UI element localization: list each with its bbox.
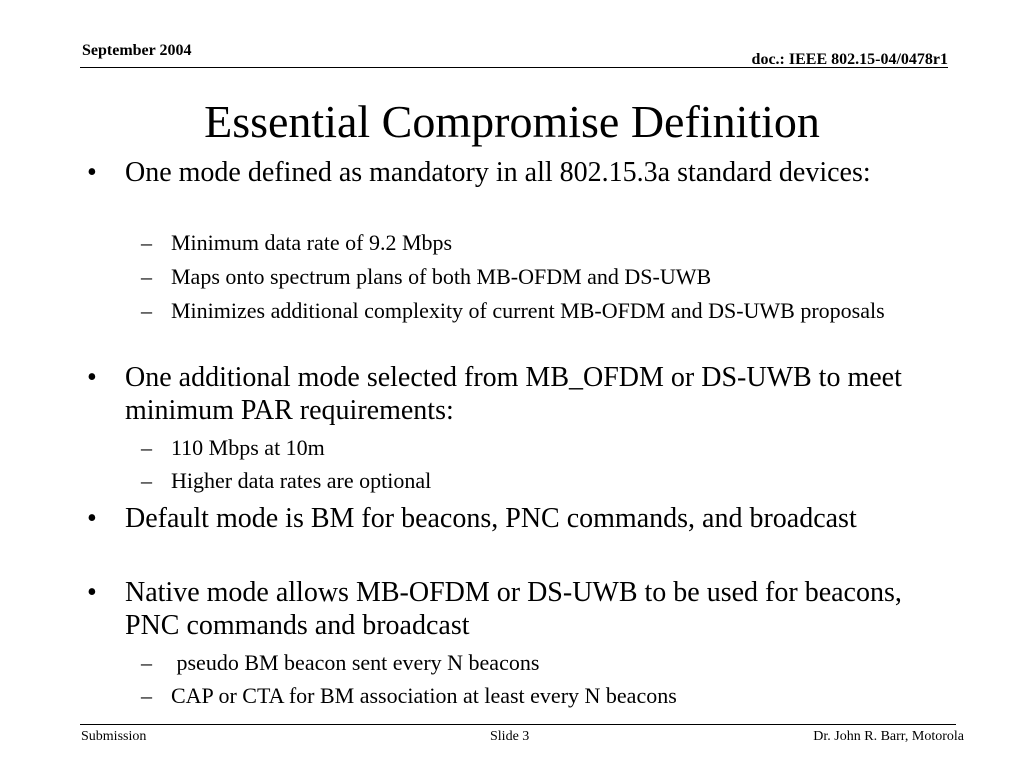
footer-submission: Submission <box>81 729 147 744</box>
footer-divider <box>80 724 956 725</box>
header-date: September 2004 <box>82 42 192 59</box>
sub-bullet-item <box>141 434 931 461</box>
dash-marker: – <box>141 468 152 493</box>
bullet-item <box>87 156 925 189</box>
sub-bullet-text: pseudo BM beacon sent every N beacons <box>171 650 540 675</box>
sub-bullet-item <box>141 229 931 256</box>
dash-marker: – <box>141 435 152 460</box>
bullet-marker: • <box>87 577 97 608</box>
sub-bullet-item <box>141 263 931 290</box>
slide-title: Essential Compromise Definition <box>204 96 820 147</box>
bullet-item <box>87 361 925 427</box>
bullet-marker: • <box>87 503 97 534</box>
dash-marker: – <box>141 298 152 323</box>
sub-bullet-text: CAP or CTA for BM association at least every N beacons <box>171 683 677 708</box>
dash-marker: – <box>141 230 152 255</box>
sub-bullet-item <box>141 467 931 494</box>
dash-marker: – <box>141 264 152 289</box>
sub-bullet-text: Maps onto spectrum plans of both MB-OFDM and DS-UWB <box>171 264 712 289</box>
sub-bullet-text: Minimizes additional complexity of current MB-OFDM and DS-UWB proposals <box>171 298 885 323</box>
header-doc-id: doc.: IEEE 802.15-04/0478r1 <box>751 51 948 68</box>
sub-bullet-item <box>141 649 931 676</box>
bullet-item <box>87 502 925 535</box>
bullet-text: One mode defined as mandatory in all 802.15.3a standard devices: <box>125 157 871 188</box>
dash-marker: – <box>141 683 152 708</box>
sub-bullet-text: Higher data rates are optional <box>171 468 432 493</box>
sub-bullet-item <box>141 297 931 324</box>
sub-bullet-text: Minimum data rate of 9.2 Mbps <box>171 230 453 255</box>
sub-bullet-text: 110 Mbps at 10m <box>171 435 325 460</box>
sub-bullet-item <box>141 682 931 709</box>
bullet-item <box>87 576 925 642</box>
bullet-text: One additional mode selected from MB_OFDM or DS-UWB to meet minimum PAR requirements: <box>125 362 902 426</box>
dash-marker: – <box>141 650 152 675</box>
bullet-text: Default mode is BM for beacons, PNC commands, and broadcast <box>125 503 857 534</box>
bullet-marker: • <box>87 157 97 188</box>
footer-slide-number: Slide 3 <box>490 729 530 744</box>
bullet-marker: • <box>87 362 97 393</box>
footer-author: Dr. John R. Barr, Motorola <box>813 729 964 744</box>
bullet-text: Native mode allows MB-OFDM or DS-UWB to be used for beacons, PNC commands and broadcast <box>125 577 902 641</box>
